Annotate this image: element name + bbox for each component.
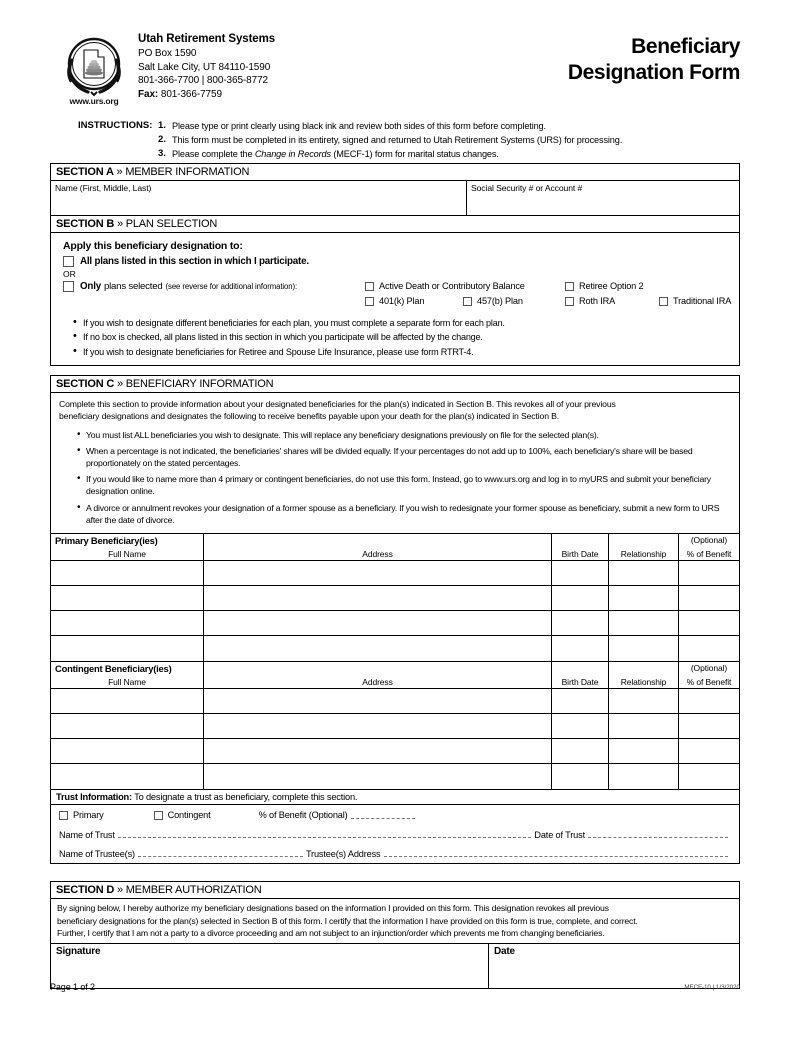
- authorization-line3: Further, I certify that I am not a party to a divorce proceeding and am not subject to an injunction/order which prevents me from changing beneficiaries.: [57, 928, 605, 939]
- traditional-ira-label: Traditional IRA: [673, 296, 732, 306]
- only-label-strong: Only: [80, 281, 101, 292]
- apply-designation-title: Apply this beneficiary designation to:: [63, 240, 243, 252]
- form-code: MECF-10 | 1/3/2020: [684, 983, 740, 991]
- date-of-trust-label: Date of Trust: [534, 829, 585, 840]
- instruction-3-prefix: Please complete the: [172, 148, 255, 159]
- plan-row-1: [360, 281, 739, 291]
- instruction-text: [172, 148, 499, 160]
- trust-info-note: To designate a trust as beneficiary, complete this section.: [131, 791, 358, 802]
- primary-percent-cell[interactable]: [679, 636, 739, 661]
- primary-address-cell[interactable]: [204, 561, 552, 585]
- contingent-beneficiary-title: Contingent Beneficiary(ies): [55, 662, 172, 674]
- plan-457b-label: 457(b) Plan: [477, 296, 523, 306]
- trustees-address-label: Trustee(s) Address: [305, 848, 381, 859]
- table-row[interactable]: [51, 586, 739, 611]
- plan-401k-label: 401(k) Plan: [379, 296, 425, 306]
- instruction-3-italic: Change in Records: [254, 148, 331, 159]
- primary-relationship-cell[interactable]: [609, 586, 679, 610]
- section-c-intro: [51, 393, 739, 533]
- bullet-dot-icon: •: [77, 444, 81, 456]
- trust-primary-checkbox[interactable]: [59, 811, 68, 820]
- contingent-beneficiary-table: [51, 661, 739, 789]
- section-c-bullet-4: A divorce or annulment revokes your designation of a former spouse as a beneficiary. If you wish to redesignate your former spouse as beneficiary, submit a new form to URS after the date of divorce.: [86, 502, 720, 525]
- trust-info-label: Trust Information:: [56, 791, 132, 802]
- primary-col-address: Address: [362, 548, 393, 559]
- plan-row-2: [360, 296, 739, 306]
- organization-fax: [138, 89, 438, 102]
- contingent-birth-header: [552, 662, 609, 688]
- section-d: [50, 881, 740, 989]
- primary-address-cell[interactable]: [204, 636, 552, 661]
- instruction-text: This form must be completed in its entirety, signed and returned to Utah Retirement Systems (URS) for processing.: [172, 134, 623, 145]
- list-item: [77, 445, 731, 469]
- bullet-dot-icon: •: [77, 428, 81, 440]
- section-a: [50, 163, 740, 222]
- plan-option-457b[interactable]: [458, 296, 560, 306]
- section-b-body: [51, 233, 739, 365]
- contingent-address-cell[interactable]: [204, 689, 552, 713]
- primary-birth-header: [552, 534, 609, 560]
- primary-beneficiary-table: [51, 533, 739, 661]
- plan-option-401k[interactable]: [360, 296, 458, 306]
- page-title: [440, 34, 740, 87]
- contingent-col-address: Address: [362, 676, 393, 687]
- roth-ira-label: Roth IRA: [579, 296, 616, 306]
- only-plans-option: [63, 281, 739, 311]
- trust-contingent-checkbox[interactable]: [154, 811, 163, 820]
- contingent-name-cell[interactable]: [51, 764, 204, 789]
- primary-name-cell[interactable]: [51, 586, 204, 610]
- plan-option-active-death[interactable]: [360, 281, 560, 291]
- contingent-percent-cell[interactable]: [679, 739, 739, 763]
- table-header-row: [51, 662, 739, 689]
- organization-info: [138, 32, 438, 102]
- instruction-item: [78, 134, 738, 146]
- instruction-3-suffix: (MECF-1) form for marital status changes.: [330, 148, 499, 159]
- contingent-birth-cell[interactable]: [552, 764, 609, 789]
- primary-percent-cell[interactable]: [679, 611, 739, 635]
- plan-option-retiree-option-2[interactable]: [560, 281, 644, 291]
- section-c-bullet-3: If you would like to name more than 4 primary or contingent beneficiaries, do not use this form. Instead, go to www.urs.org and log in to myURS and submit your beneficiary designation online.: [86, 474, 711, 497]
- primary-col-optional: (Optional): [690, 534, 728, 545]
- section-d-title: » MEMBER AUTHORIZATION: [114, 884, 262, 896]
- instruction-number: 1.: [158, 120, 166, 131]
- section-a-heading: [51, 164, 739, 181]
- section-c-paragraph-line2: beneficiary designations and designates the following to receive benefits payable upon your death for the plan(s) indicated in Section B.: [59, 411, 560, 422]
- trust-percent-label: % of Benefit (Optional): [258, 810, 348, 821]
- contingent-name-cell[interactable]: [51, 739, 204, 763]
- list-item: [73, 331, 739, 343]
- only-plans-toggle[interactable]: [63, 281, 360, 292]
- section-d-letter: SECTION D: [56, 884, 115, 896]
- authorization-line2: beneficiary designations for the plan(s) selected in Section B of this form. I certify that the information I have provided on this form is true, complete, and correct.: [57, 915, 638, 926]
- table-row[interactable]: [51, 611, 739, 636]
- instructions-block: [78, 120, 738, 162]
- only-plans-checkbox[interactable]: [63, 281, 74, 292]
- instruction-item: [78, 120, 738, 132]
- organization-phones: 801-366-7700 | 800-365-8772: [138, 75, 269, 87]
- instructions-label: INSTRUCTIONS:: [78, 120, 153, 131]
- section-c: [50, 375, 740, 864]
- name-field-label: Name (First, Middle, Last): [55, 183, 152, 193]
- section-b-bullets: [51, 317, 739, 358]
- primary-address-cell[interactable]: [204, 611, 552, 635]
- contingent-percent-header: [679, 662, 739, 688]
- table-row[interactable]: [51, 764, 739, 789]
- fax-label: Fax:: [138, 89, 159, 101]
- section-c-title: » BENEFICIARY INFORMATION: [114, 378, 274, 390]
- contingent-relationship-cell[interactable]: [609, 714, 679, 738]
- primary-percent-cell[interactable]: [679, 586, 739, 610]
- contingent-birth-cell[interactable]: [552, 714, 609, 738]
- authorization-text: [51, 899, 739, 944]
- contingent-birth-cell[interactable]: [552, 689, 609, 713]
- contingent-address-cell[interactable]: [204, 714, 552, 738]
- bullet-dot-icon: •: [77, 473, 81, 485]
- active-death-checkbox[interactable]: [365, 282, 374, 291]
- ssn-account-label: Social Security # or Account #: [471, 183, 583, 193]
- name-of-trustees-label: Name of Trustee(s): [59, 848, 135, 859]
- form-title-line1: Beneficiary: [631, 35, 740, 58]
- organization-city-state: Salt Lake City, UT 84110-1590: [138, 61, 271, 73]
- section-b-letter: SECTION B: [56, 218, 115, 230]
- section-c-heading: [51, 376, 739, 393]
- table-row[interactable]: [51, 561, 739, 586]
- contingent-name-cell[interactable]: [51, 689, 204, 713]
- contingent-relationship-cell[interactable]: [609, 764, 679, 789]
- primary-birth-cell[interactable]: [552, 611, 609, 635]
- table-row[interactable]: [51, 636, 739, 661]
- plan-option-traditional-ira[interactable]: [654, 296, 731, 306]
- contingent-col-relationship: Relationship: [620, 676, 667, 687]
- all-plans-checkbox[interactable]: [63, 256, 74, 267]
- list-item: [77, 429, 731, 441]
- contingent-percent-cell[interactable]: [679, 714, 739, 738]
- only-label-plain: plans selected: [103, 281, 163, 292]
- list-item: [77, 502, 731, 526]
- primary-col-birth-date: Birth Date: [561, 548, 599, 559]
- table-row[interactable]: [51, 739, 739, 764]
- contingent-col-birth-date: Birth Date: [561, 676, 599, 687]
- date-label: Date: [494, 945, 515, 957]
- instruction-number: 3.: [158, 147, 166, 159]
- trust-information-body: [51, 805, 739, 863]
- contingent-col-optional: (Optional): [690, 662, 728, 673]
- all-plans-label: All plans listed in this section in which I participate.: [80, 256, 309, 267]
- primary-name-cell[interactable]: [51, 561, 204, 585]
- primary-percent-header: [679, 534, 739, 560]
- trust-information-heading: [51, 789, 739, 805]
- contingent-percent-cell[interactable]: [679, 689, 739, 713]
- contingent-relationship-cell[interactable]: [609, 739, 679, 763]
- name-of-trustees-input[interactable]: [138, 848, 303, 857]
- primary-percent-cell[interactable]: [679, 561, 739, 585]
- instruction-number: 2.: [158, 133, 166, 145]
- section-b-bullet-1: If you wish to designate different beneficiaries for each plan, you must complete a separate form for each plan.: [83, 318, 505, 328]
- contingent-col-percent: % of Benefit: [686, 676, 732, 687]
- section-c-bullet-2: When a percentage is not indicated, the beneficiaries' shares will be divided equally. If your percentages do not add up to 100%, each beneficiary's share will be based proportionately on the stated percentages.: [86, 445, 693, 469]
- section-b-bullet-2: If no box is checked, all plans listed in this section in which you participate will be affected by the change.: [83, 332, 483, 343]
- section-b: [50, 215, 740, 366]
- only-label-note: (see reverse for additional information):: [165, 282, 298, 291]
- list-item: [73, 346, 739, 358]
- plan-457b-checkbox[interactable]: [463, 297, 472, 306]
- authorization-line1: By signing below, I hereby authorize my beneficiary designations based on the information I provided on this form. This designation revokes all previous: [57, 903, 609, 913]
- plan-checkbox-grid: [360, 281, 739, 311]
- page-number: Page 1 of 2: [50, 982, 95, 992]
- section-b-heading: [51, 216, 739, 233]
- section-c-paragraph-line1: Complete this section to provide information about your designated beneficiaries for the plan(s) indicated in Section B. This revokes all of your previous: [59, 399, 616, 409]
- organization-name: Utah Retirement Systems: [138, 33, 276, 45]
- primary-birth-cell[interactable]: [552, 586, 609, 610]
- table-row[interactable]: [51, 714, 739, 739]
- primary-col-relationship: Relationship: [620, 548, 667, 559]
- primary-beneficiary-title: Primary Beneficiary(ies): [55, 534, 158, 546]
- primary-relationship-header: [609, 534, 679, 560]
- contingent-address-cell[interactable]: [204, 739, 552, 763]
- plan-401k-checkbox[interactable]: [365, 297, 374, 306]
- contingent-name-header: [51, 662, 204, 688]
- bullet-dot-icon: •: [73, 330, 77, 343]
- primary-name-header: [51, 534, 204, 560]
- page-header: [50, 28, 740, 118]
- table-header-row: [51, 534, 739, 561]
- or-separator: OR: [63, 269, 76, 279]
- contingent-percent-cell[interactable]: [679, 764, 739, 789]
- all-plans-option[interactable]: [63, 256, 739, 267]
- trust-name-row: [59, 829, 739, 840]
- section-b-bullet-3: If you wish to designate beneficiaries for Retiree and Spouse Life Insurance, please use form RTRT-4.: [83, 346, 474, 357]
- beehive-seal-icon: [58, 30, 130, 102]
- primary-birth-cell[interactable]: [552, 561, 609, 585]
- primary-relationship-cell[interactable]: [609, 636, 679, 661]
- section-b-title: » PLAN SELECTION: [114, 218, 218, 230]
- signature-label: Signature: [56, 945, 101, 957]
- name-of-trust-input[interactable]: [118, 829, 532, 838]
- date-of-trust-input[interactable]: [588, 829, 728, 838]
- primary-relationship-cell[interactable]: [609, 611, 679, 635]
- roth-ira-checkbox[interactable]: [565, 297, 574, 306]
- trust-primary-label: Primary: [73, 810, 104, 821]
- instruction-item: [78, 148, 738, 160]
- trustees-address-input[interactable]: [384, 848, 728, 857]
- form-title-line2: Designation Form: [567, 61, 740, 85]
- urs-website-text: www.urs.org: [69, 96, 119, 106]
- contingent-birth-cell[interactable]: [552, 739, 609, 763]
- organization-po-box: PO Box 1590: [138, 47, 197, 59]
- section-a-letter: SECTION A: [56, 166, 114, 178]
- contingent-col-full-name: Full Name: [108, 676, 146, 687]
- trust-type-row: [59, 810, 739, 821]
- trustee-row: [59, 848, 739, 859]
- trust-percent-input[interactable]: [351, 810, 415, 819]
- name-of-trust-label: Name of Trust: [59, 829, 115, 840]
- section-a-title: » MEMBER INFORMATION: [113, 166, 250, 178]
- contingent-address-cell[interactable]: [204, 764, 552, 789]
- section-c-letter: SECTION C: [56, 378, 115, 390]
- primary-col-percent: % of Benefit: [686, 548, 732, 559]
- retiree-option-2-checkbox[interactable]: [565, 282, 574, 291]
- primary-name-cell[interactable]: [51, 636, 204, 661]
- primary-address-header: [204, 534, 552, 560]
- fax-number: 801-366-7759: [160, 89, 222, 101]
- contingent-name-cell[interactable]: [51, 714, 204, 738]
- section-c-bullets: [59, 429, 731, 526]
- contingent-address-header: [204, 662, 552, 688]
- bullet-dot-icon: •: [73, 344, 77, 357]
- traditional-ira-checkbox[interactable]: [659, 297, 668, 306]
- primary-relationship-cell[interactable]: [609, 561, 679, 585]
- primary-name-cell[interactable]: [51, 611, 204, 635]
- active-death-label: Active Death or Contributory Balance: [379, 281, 525, 291]
- trust-contingent-label: Contingent: [167, 810, 211, 821]
- bullet-dot-icon: •: [77, 501, 81, 513]
- primary-birth-cell[interactable]: [552, 636, 609, 661]
- section-c-bullet-1: You must list ALL beneficiaries you wish to designate. This will replace any beneficiary designations previously on file for the selected plan(s).: [86, 429, 599, 440]
- plan-option-roth-ira[interactable]: [560, 296, 654, 306]
- bullet-dot-icon: •: [73, 316, 77, 328]
- list-item: [77, 473, 731, 497]
- retiree-option-2-label: Retiree Option 2: [579, 281, 644, 291]
- primary-col-full-name: Full Name: [108, 548, 146, 559]
- list-item: [73, 317, 739, 329]
- instruction-text: Please type or print clearly using black ink and review both sides of this form before completing.: [172, 121, 546, 131]
- section-d-heading: [51, 882, 739, 899]
- page-footer: [50, 982, 740, 992]
- contingent-relationship-cell[interactable]: [609, 689, 679, 713]
- primary-address-cell[interactable]: [204, 586, 552, 610]
- contingent-relationship-header: [609, 662, 679, 688]
- table-row[interactable]: [51, 689, 739, 714]
